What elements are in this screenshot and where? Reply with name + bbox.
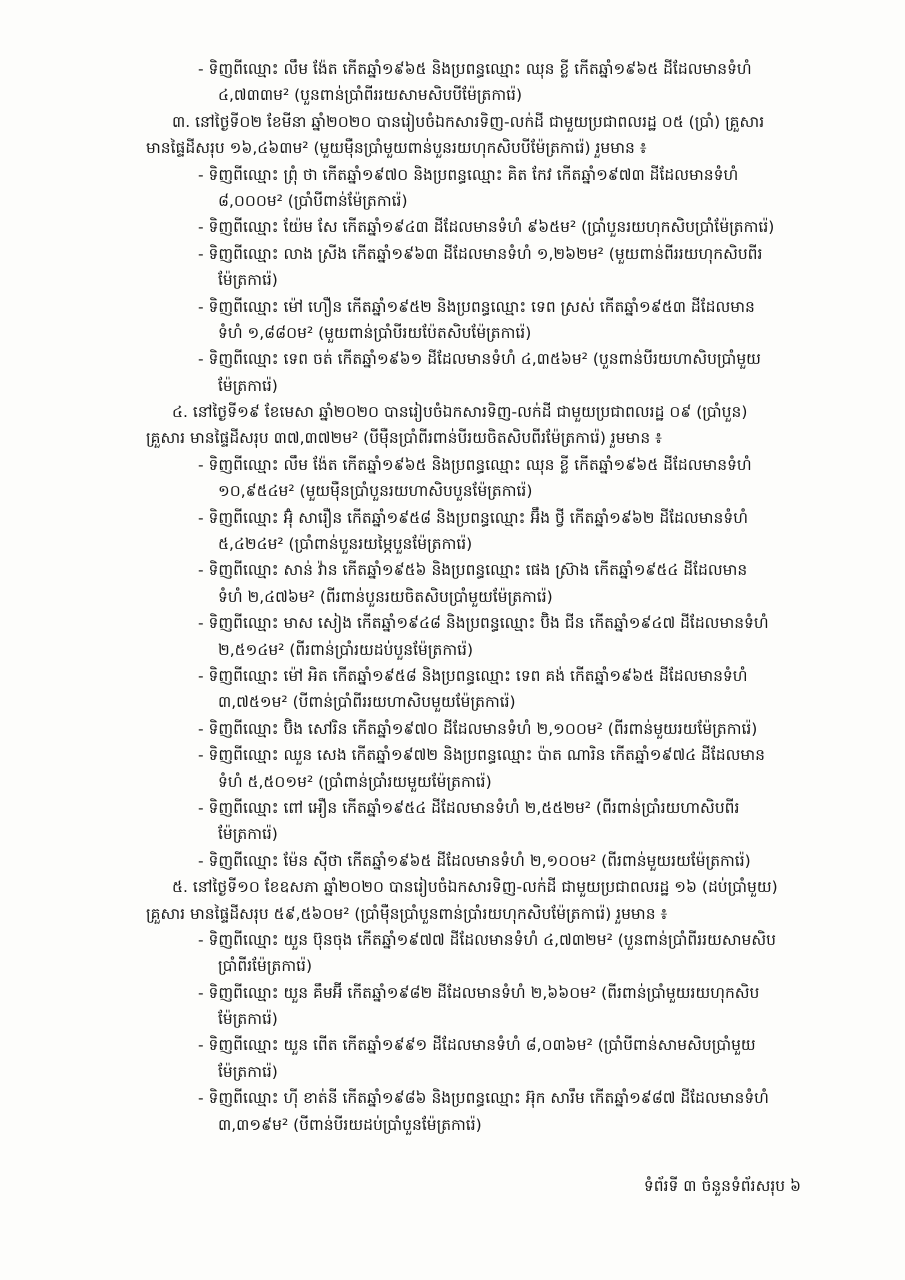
entry-continuation-line: ម៉ែត្រការ៉េ) — [218, 825, 278, 844]
entry-continuation-line: ៥,៤២៤ម² (ប្រាំពាន់បួនរយម្ភៃបួនម៉ែត្រការ៉េ) — [218, 535, 473, 554]
purchase-entry-line: - ទិញពីឈ្មោះ លាង ស្រីង កើតឆ្នាំ១៩៦៣ ដីដែលមានទំហំ ១,២៦២ម² (មួយពាន់ពីររយហុកសិបពីរ — [198, 244, 763, 263]
purchase-entry-line: - ទិញពីឈ្មោះ សាន់ វ៉ាន កើតឆ្នាំ១៩៥៦ និងប្រពន្ធឈ្មោះ ផេង ស្រ៊ាង កើតឆ្នាំ១៩៥៤ ដីដែលមាន — [198, 561, 748, 580]
numbered-item-line: ៥. នៅថ្ងៃទី១០ ខែឧសភា ឆ្នាំ២០២០ បានរៀបចំឯកសារទិញ-លក់ដី ជាមួយប្រជាពលរដ្ឋ ១៦ (ដប់ប្រាំមួយ) — [172, 878, 778, 897]
purchase-entry-line: - ទិញពីឈ្មោះ លឹម ង៉ែត កើតឆ្នាំ១៩៦៥ និងប្រពន្ធឈ្មោះ ឈុន ខ្លី កើតឆ្នាំ១៩៦៥ ដីដែលមានទំហំ — [198, 60, 752, 78]
purchase-entry-line: - ទិញពីឈ្មោះ ឈួន សេង កើតឆ្នាំ១៩៧២ និងប្រពន្ធឈ្មោះ ប៉ាត ណារិន កើតឆ្នាំ១៩៧៤ ដីដែលមាន — [198, 746, 766, 765]
entry-continuation-line: ២,៥១៤ម² (ពីរពាន់ប្រាំរយដប់បួនម៉ែត្រការ៉េ) — [218, 640, 473, 659]
purchase-entry-line: - ទិញពីឈ្មោះ យួន ប៊ុនចុង កើតឆ្នាំ១៩៧៧ ដីដែលមានទំហំ ៤,៧៣២ម² (បួនពាន់ប្រាំពីររយសាមសិប — [198, 930, 776, 949]
purchase-entry-line: - ទិញពីឈ្មោះ មាស សៀង កើតឆ្នាំ១៩៤៨ និងប្រពន្ធឈ្មោះ ប៊ិង ជីន កើតឆ្នាំ១៩៤៧ ដីដែលមានទំហំ — [198, 614, 769, 633]
purchase-entry-line: - ទិញពីឈ្មោះ យ៉ែម សែ កើតឆ្នាំ១៩៤៣ ដីដែលមានទំហំ ៩៦៥ម² (ប្រាំបួនរយហុកសិបប្រាំម៉ែត្រការ៉េ) — [198, 218, 775, 237]
entry-continuation-line: ៨,០០០ម² (ប្រាំបីពាន់ម៉ែត្រការ៉េ) — [218, 191, 408, 210]
entry-continuation-line: ១០,៩៥៤ម² (មួយម៉ឺនប្រាំបួនរយហាសិបបួនម៉ែត្រការ៉េ) — [218, 482, 533, 501]
entry-continuation-line: ម៉ែត្រការ៉េ) — [218, 1062, 278, 1081]
entry-continuation-line: ប្រាំពីរម៉ែត្រការ៉េ) — [218, 957, 312, 976]
page-number-footer: ទំព័រទី ៣ ចំនួនទំព័រសរុប ៦ — [643, 1177, 801, 1195]
purchase-entry-line: - ទិញពីឈ្មោះ អ៊ុំ សារឿន កើតឆ្នាំ១៩៥៨ និងប្រពន្ធឈ្មោះ អ៊ឹង ថ្វី កើតឆ្នាំ១៩៦២ ដីដែលមានទំហំ — [198, 508, 748, 527]
entry-continuation-line: ទំហំ ១,៨៨០ម² (មួយពាន់ប្រាំបីរយប៉ែតសិបម៉ែត្រការ៉េ) — [218, 323, 532, 342]
purchase-entry-line: - ទិញពីឈ្មោះ ពៅ អឿន កើតឆ្នាំ១៩៥៤ ដីដែលមានទំហំ ២,៥៥២ម² (ពីរពាន់ប្រាំរយហាសិបពីរ — [198, 798, 740, 817]
paragraph-continuation-line: គ្រួសារ មានផ្ទៃដីសរុប ៣៧,៣៧២ម² (បីម៉ឺនប្រាំពីរពាន់បីរយចិតសិបពីរម៉ែត្រការ៉េ) រួមមាន ៖ — [146, 429, 662, 448]
document-body — [0, 56, 905, 1138]
entry-continuation-line: ៣,៧៥១ម² (បីពាន់ប្រាំពីររយហាសិបមួយម៉ែត្រការ៉េ) — [218, 693, 516, 712]
entry-continuation-line: ម៉ែត្រការ៉េ) — [218, 376, 278, 395]
paragraph-continuation-line: គ្រួសារ មានផ្ទៃដីសរុប ៥៩,៥៦០ម² (ប្រាំម៉ឺនប្រាំបួនពាន់ប្រាំរយហុកសិបម៉ែត្រការ៉េ) រួមមាន ៖ — [146, 904, 668, 923]
purchase-entry-line: - ទិញពីឈ្មោះ ម៉ៅ អិត កើតឆ្នាំ១៩៥៨ និងប្រពន្ធឈ្មោះ ទេព គង់ កើតឆ្នាំ១៩៦៥ ដីដែលមានទំហំ — [198, 666, 748, 685]
purchase-entry-line: - ទិញពីឈ្មោះ លឹម ង៉ែត កើតឆ្នាំ១៩៦៥ និងប្រពន្ធឈ្មោះ ឈុន ខ្លី កើតឆ្នាំ១៩៦៥ ដីដែលមានទំហំ — [198, 455, 752, 474]
purchase-entry-line: - ទិញពីឈ្មោះ ម៉ៅ ហឿន កើតឆ្នាំ១៩៥២ និងប្រពន្ធឈ្មោះ ទេព ស្រស់ កើតឆ្នាំ១៩៥៣ ដីដែលមាន — [198, 297, 755, 316]
entry-continuation-line: ទំហំ ៥,៥០១ម² (ប្រាំពាន់ប្រាំរយមួយម៉ែត្រការ៉េ) — [218, 772, 492, 791]
purchase-entry-line: - ទិញពីឈ្មោះ ប៊ិង សៅរិន កើតឆ្នាំ១៩៧០ ដីដែលមានទំហំ ២,១០០ម² (ពីរពាន់មួយរយម៉ែត្រការ៉េ) — [198, 719, 758, 738]
entry-continuation-line: ៣,៣១៩ម² (បីពាន់បីរយដប់ប្រាំបួនម៉ែត្រការ៉េ) — [218, 1115, 482, 1134]
numbered-item-line: ៤. នៅថ្ងៃទី១៩ ខែមេសា ឆ្នាំ២០២០ បានរៀបចំឯកសារទិញ-លក់ដី ជាមួយប្រជាពលរដ្ឋ ០៩ (ប្រាំបួន) — [172, 403, 748, 422]
purchase-entry-line: - ទិញពីឈ្មោះ ទេព ចត់ កើតឆ្នាំ១៩៦១ ដីដែលមានទំហំ ៤,៣៥៦ម² (បួនពាន់បីរយហាសិបប្រាំមួយ — [198, 350, 761, 369]
paragraph-continuation-line: មានផ្ទៃដីសរុប ១៦,៤៦៣ម² (មួយម៉ឺនប្រាំមួយពាន់បួនរយហុកសិបបីម៉ែត្រការ៉េ) រួមមាន ៖ — [146, 139, 647, 158]
purchase-entry-line: - ទិញពីឈ្មោះ យួន ពើត កើតឆ្នាំ១៩៩១ ដីដែលមានទំហំ ៨,០៣៦ម² (ប្រាំបីពាន់សាមសិបប្រាំមួយ — [198, 1036, 756, 1055]
entry-continuation-line: ម៉ែត្រការ៉េ) — [218, 1010, 278, 1029]
purchase-entry-line: - ទិញពីឈ្មោះ ព្រុំ ថា កើតឆ្នាំ១៩៧០ និងប្រពន្ធឈ្មោះ គិត កែវ កើតឆ្នាំ១៩៧៣ ដីដែលមានទំហំ — [198, 165, 739, 184]
purchase-entry-line: - ទិញពីឈ្មោះ យួន គឹមអ៊ី កើតឆ្នាំ១៩៨២ ដីដែលមានទំហំ ២,៦៦០ម² (ពីរពាន់ប្រាំមួយរយហុកសិប — [198, 983, 760, 1002]
entry-continuation-line: ម៉ែត្រការ៉េ) — [218, 271, 278, 290]
entry-continuation-line: ៤,៧៣៣ម² (បួនពាន់ប្រាំពីររយសាមសិបបីម៉ែត្រការ៉េ) — [218, 86, 523, 105]
purchase-entry-line: - ទិញពីឈ្មោះ ម៉ែន ស៊ីថា កើតឆ្នាំ១៩៦៥ ដីដែលមានទំហំ ២,១០០ម² (ពីរពាន់មួយរយម៉ែត្រការ៉េ) — [198, 851, 751, 870]
entry-continuation-line: ទំហំ ២,៤៧៦ម² (ពីរពាន់បួនរយចិតសិបប្រាំមួយម៉ែត្រការ៉េ) — [218, 587, 553, 606]
purchase-entry-line: - ទិញពីឈ្មោះ ហ៊ី ខាត់នី កើតឆ្នាំ១៩៨៦ និងប្រពន្ធឈ្មោះ អ៊ុក សារឹម កើតឆ្នាំ១៩៨៧ ដីដែលមានទំហំ — [198, 1089, 769, 1108]
numbered-item-line: ៣. នៅថ្ងៃទី០២ ខែមីនា ឆ្នាំ២០២០ បានរៀបចំឯកសារទិញ-លក់ដី ជាមួយប្រជាពលរដ្ឋ ០៥ (ប្រាំ) គ្រួសារ — [172, 112, 765, 131]
